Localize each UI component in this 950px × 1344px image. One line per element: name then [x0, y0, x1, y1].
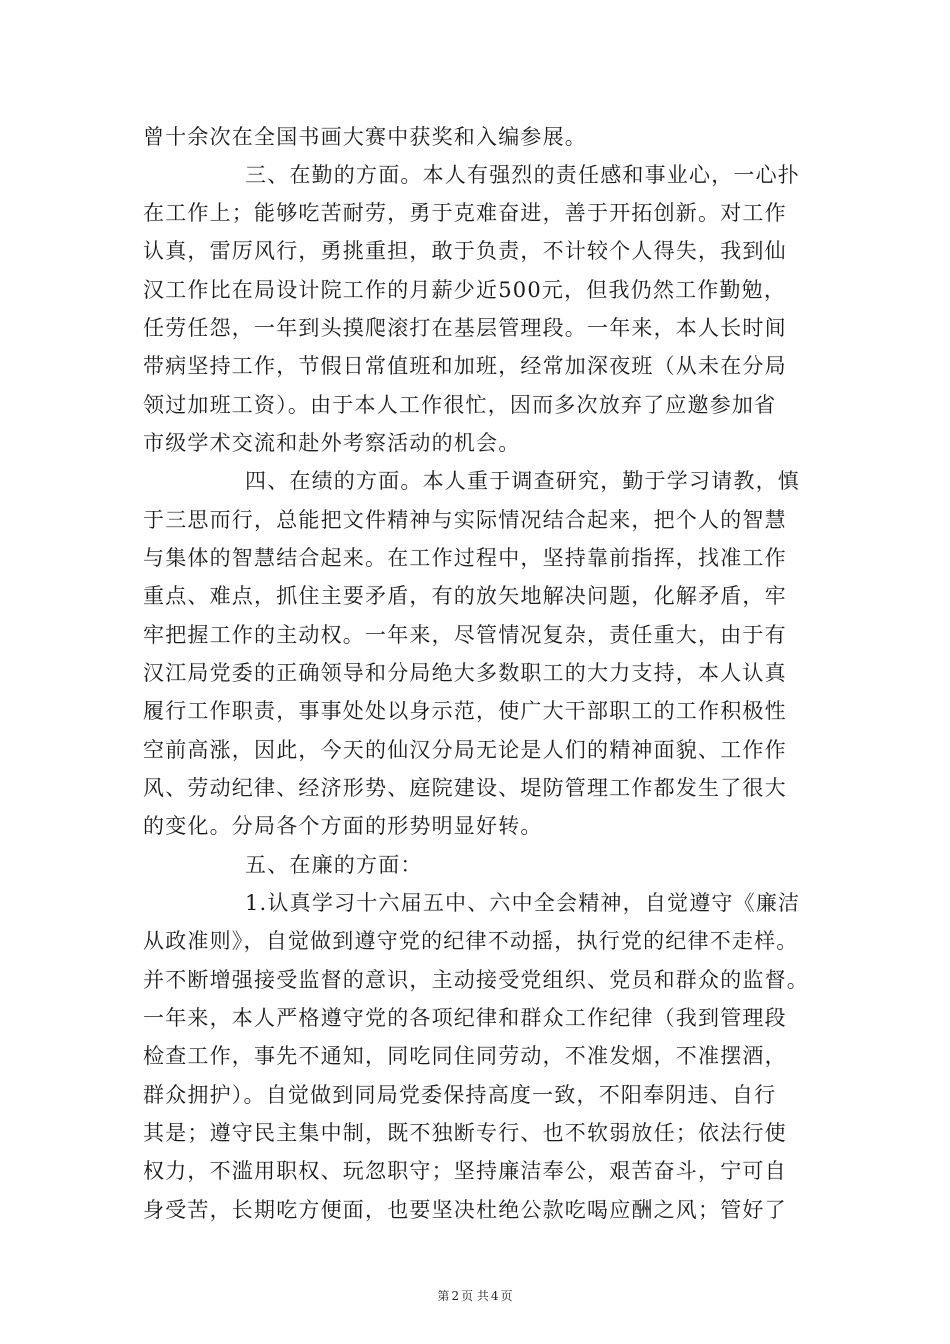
text-line: 在工作上；能够吃苦耐劳，勇于克难奋进，善于开拓创新。对工作: [143, 201, 787, 225]
text-line: 市级学术交流和赴外考察活动的机会。: [143, 431, 521, 455]
page-suffix: 页: [500, 1289, 513, 1303]
text-line: 三、在勤的方面。本人有强烈的责任感和事业心，一心扑: [245, 163, 800, 187]
text-line: 群众拥护）。自觉做到同局党委保持高度一致，不阳奉阴违、自行: [143, 1083, 777, 1107]
text-line: 于三思而行，总能把文件精神与实际情况结合起来，把个人的智慧: [143, 508, 787, 532]
text-line: 汉江局党委的正确领导和分局绝大多数职工的大力支持，本人认真: [143, 661, 787, 685]
text-line: 1.认真学习十六届五中、六中全会精神，自觉遵守《廉洁: [245, 891, 801, 915]
text-line: 与集体的智慧结合起来。在工作过程中，坚持靠前指挥，找准工作: [143, 546, 787, 570]
text-line: 领过加班工资）。由于本人工作很忙，因而多次放弃了应邀参加省: [143, 393, 777, 417]
page-current: 2: [451, 1289, 460, 1303]
page-mid: 页 共: [461, 1289, 489, 1303]
text-line: 权力，不滥用职权、玩忽职守；坚持廉洁奉公，艰苦奋斗，宁可自: [143, 1159, 787, 1183]
page-number-footer: [0, 1287, 950, 1304]
text-line: 五、在廉的方面：: [245, 853, 423, 877]
text-line: 风、劳动纪律、经济形势、庭院建设、堤防管理工作都发生了很大: [143, 776, 787, 800]
text-line: 带病坚持工作，节假日常值班和加班，经常加深夜班（从未在分局: [143, 354, 787, 378]
text-line: 空前高涨，因此，今天的仙汉分局无论是人们的精神面貌、工作作: [143, 738, 787, 762]
page-total: 4: [490, 1289, 499, 1303]
text-line: 重点、难点，抓住主要矛盾，有的放矢地解决问题，化解矛盾，牢: [143, 584, 787, 608]
text-line: 并不断增强接受监督的意识，主动接受党组织、党员和群众的监督。: [143, 968, 809, 992]
text-line: 认真，雷厉风行，勇挑重担，敢于负责，不计较个人得失，我到仙: [143, 239, 787, 263]
text-line: 从政准则》，自觉做到遵守党的纪律不动摇，执行党的纪律不走样。: [143, 929, 799, 953]
text-line: 检查工作，事先不通知，同吃同住同劳动，不准发烟，不准摆酒，: [143, 1044, 787, 1068]
text-line: 一年来，本人严格遵守党的各项纪律和群众工作纪律（我到管理段: [143, 1006, 787, 1030]
text-line: 的变化。分局各个方面的形势明显好转。: [143, 814, 543, 838]
page-prefix: 第: [437, 1289, 450, 1303]
text-line: 履行工作职责，事事处处以身示范，使广大干部职工的工作积极性: [143, 699, 787, 723]
text-line: 身受苦，长期吃方便面，也要坚决杜绝公款吃喝应酬之风；管好了: [143, 1198, 787, 1222]
text-line: 其是；遵守民主集中制，既不独断专行、也不软弱放任；依法行使: [143, 1121, 787, 1145]
text-line: 牢把握工作的主动权。一年来，尽管情况复杂，责任重大，由于有: [143, 623, 787, 647]
text-line: 汉工作比在局设计院工作的月薪少近500元，但我仍然工作勤勉，: [143, 278, 787, 302]
text-line: 四、在绩的方面。本人重于调查研究，勤于学习请教，慎: [245, 469, 800, 493]
text-line: 曾十余次在全国书画大赛中获奖和入编参展。: [143, 125, 587, 149]
text-line: 任劳任怨，一年到头摸爬滚打在基层管理段。一年来，本人长时间: [143, 316, 787, 340]
